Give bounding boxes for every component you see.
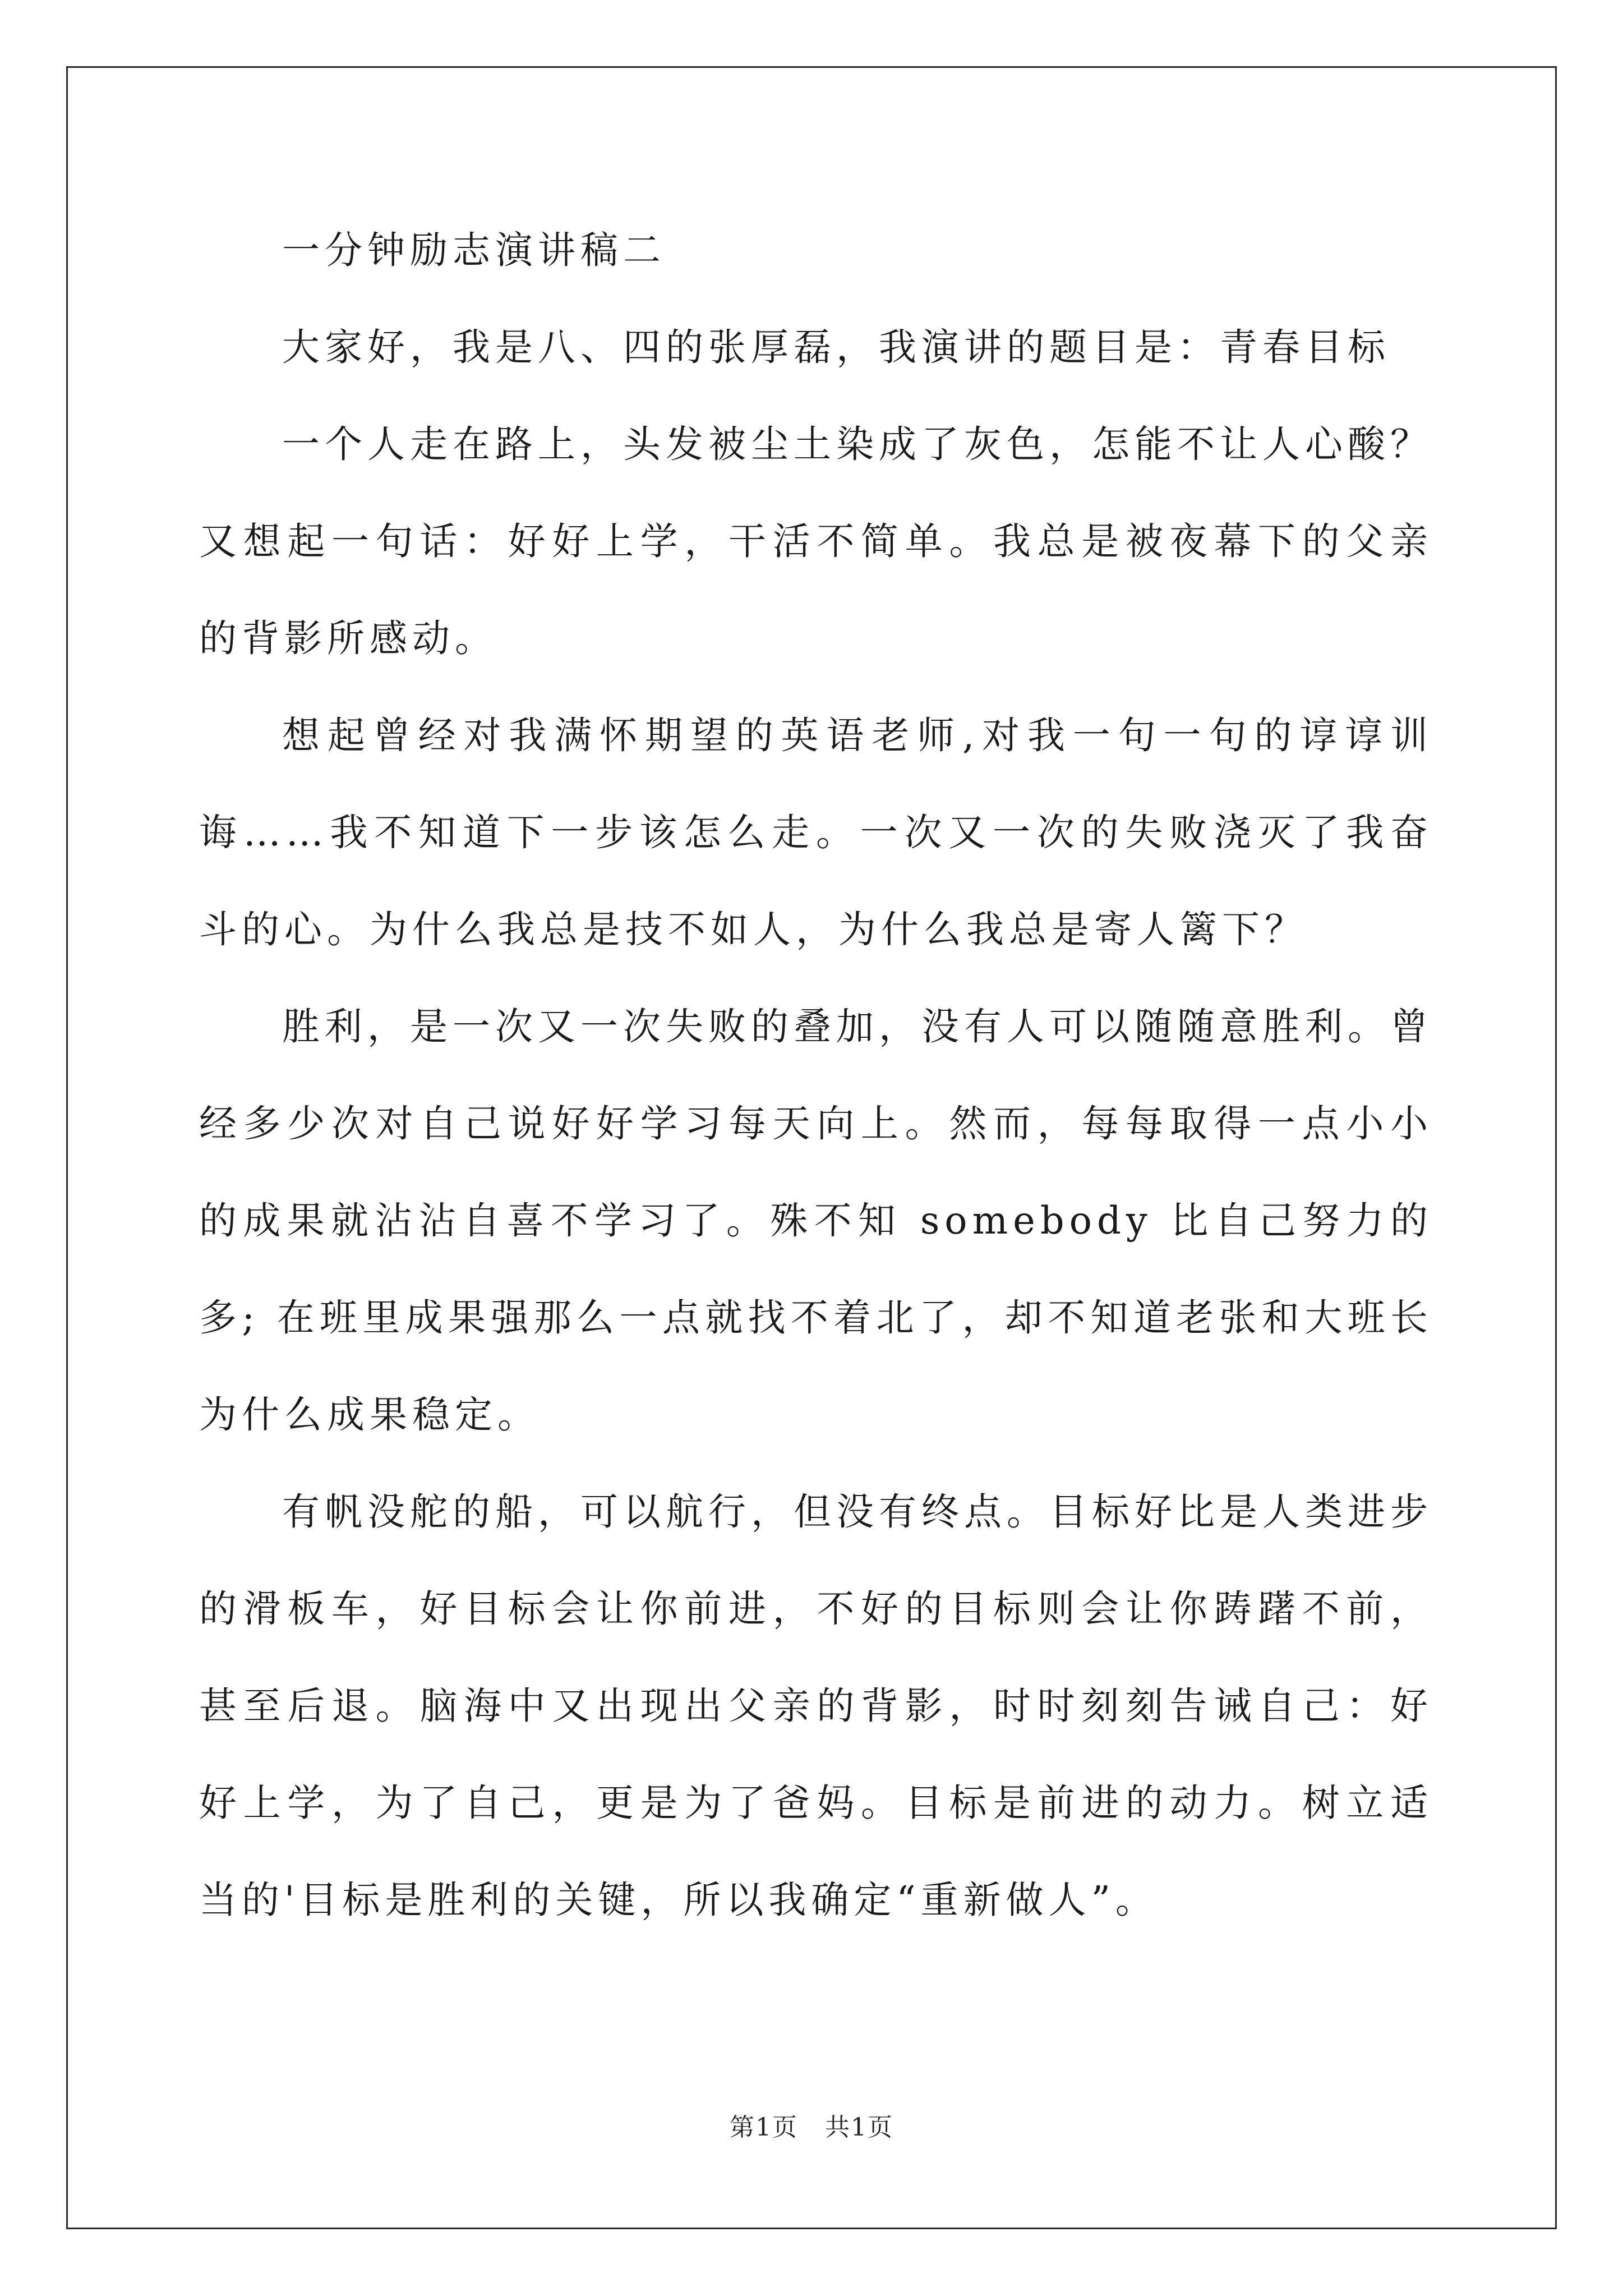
document-title: 一分钟励志演讲稿二: [282, 228, 666, 272]
paragraph-greeting: 大家好，我是八、四的张厚磊，我演讲的题目是：青春目标: [282, 325, 1390, 369]
page-number: 第1页: [730, 2113, 799, 2142]
paragraph-father: 一个人走在路上，头发被尘土染成了灰色，怎能不让人心酸？又想起一句话：好好上学，干活不简单。我总是被夜幕下的父亲的背影所感动。: [199, 422, 1433, 660]
page-total: 共1页: [824, 2113, 893, 2142]
paragraph-goal: 有帆没舵的船，可以航行，但没有终点。目标好比是人类进步的滑板车，好目标会让你前进，不好的目标则会让你踌躇不前，甚至后退。脑海中又出现出父亲的背影，时时刻刻告诫自己：好好上学，为了自己，更是为了爸妈。目标是前进的动力。树立适当的'目标是胜利的关键，所以我确定“重新做人”。: [199, 1490, 1433, 1922]
document-body: [199, 202, 1433, 1949]
paragraph-victory: 胜利，是一次又一次失败的叠加，没有人可以随随意胜利。曾经多少次对自己说好好学习每天向上。然而，每每取得一点小小的成果就沾沾自喜不学习了。殊不知 somebody 比自己努力的多; 在班里成果强那么一点就找不着北了，却不知道老张和大班长为什么成果稳定。: [199, 1005, 1433, 1437]
page-footer: [0, 2107, 1623, 2143]
paragraph-teacher: 想起曾经对我满怀期望的英语老师,对我一句一句的谆谆训诲……我不知道下一步该怎么走。一次又一次的失败浇灭了我奋斗的心。为什么我总是技不如人，为什么我总是寄人篱下？: [199, 714, 1433, 951]
